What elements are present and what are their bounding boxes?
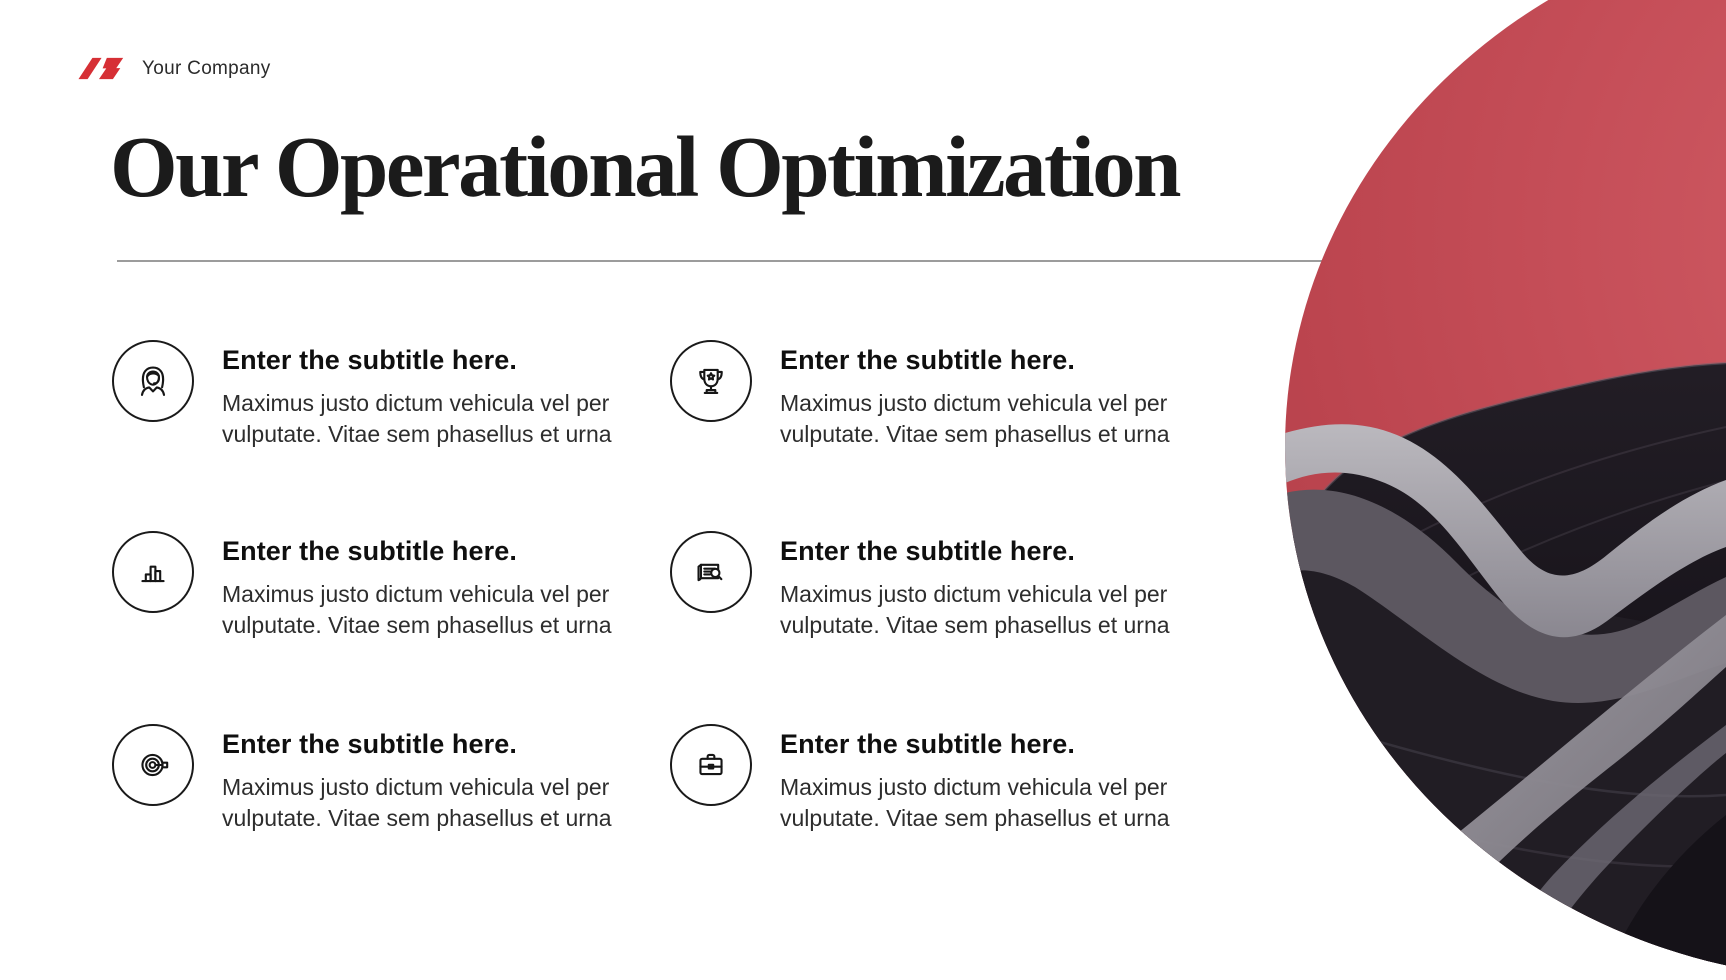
feature-item-business [670,724,1190,834]
feature-title: Enter the subtitle here. [780,345,1075,375]
feature-body: Maximus justo dictum vehicula vel per vulputate. Vitae sem phasellus et urna [780,774,1170,831]
feature-item-analytics [112,531,632,641]
double-slash-logo-icon [78,54,128,83]
feature-title: Enter the subtitle here. [222,729,517,759]
feature-title: Enter the subtitle here. [222,536,517,566]
icon-circle [670,340,752,422]
icon-circle [112,531,194,613]
feature-item-research [670,531,1190,641]
feature-body: Maximus justo dictum vehicula vel per vulputate. Vitae sem phasellus et urna [780,581,1170,638]
icon-circle [670,531,752,613]
support-agent-icon [130,358,176,404]
feature-body: Maximus justo dictum vehicula vel per vulputate. Vitae sem phasellus et urna [780,390,1170,447]
feature-title: Enter the subtitle here. [222,345,517,375]
document-search-icon [688,549,734,595]
briefcase-icon [688,742,734,788]
icon-circle [112,724,194,806]
waves-illustration [1285,0,1726,980]
feature-body: Maximus justo dictum vehicula vel per vulputate. Vitae sem phasellus et urna [222,774,612,831]
target-arrow-icon [130,742,176,788]
feature-title: Enter the subtitle here. [780,536,1075,566]
feature-title: Enter the subtitle here. [780,729,1075,759]
feature-item-support [112,340,632,450]
icon-circle [112,340,194,422]
brand-name: Your Company [142,57,271,79]
feature-item-goals [112,724,632,834]
trophy-icon [688,358,734,404]
abstract-waves-image [1285,0,1726,980]
title-divider [117,260,1345,262]
feature-item-award [670,340,1190,450]
bar-chart-icon [130,549,176,595]
icon-circle [670,724,752,806]
page-title: Our Operational Optimization [110,118,1180,215]
brand-lockup [78,54,271,83]
feature-body: Maximus justo dictum vehicula vel per vulputate. Vitae sem phasellus et urna [222,581,612,638]
feature-body: Maximus justo dictum vehicula vel per vulputate. Vitae sem phasellus et urna [222,390,612,447]
